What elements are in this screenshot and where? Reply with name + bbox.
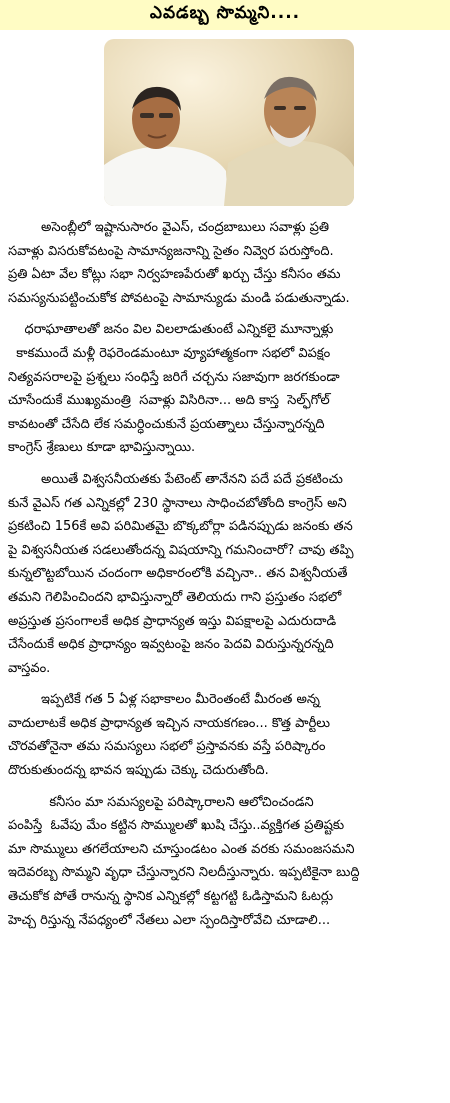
text-line: సమస్యనుపట్టించుకోక పోవటంపై సామాన్యుడు మండి పడుతున్నాడు. — [8, 290, 350, 306]
article-paragraph — [8, 791, 444, 933]
article-paragraph — [8, 216, 444, 310]
text-line: ప్రకటించి 156కే అవి పరిమితమై బొక్కబోర్లా పడినప్పుడు జనంకు తన — [8, 519, 353, 535]
text-line: కాంగ్రెస్ శ్రేణులు కూడా భావిస్తున్నాయి. — [8, 440, 196, 456]
text-line: చొరవతోనైనా తమ సమస్యలు సభలో ప్రస్తావనకు వస్తే పరిష్కారం — [8, 739, 326, 755]
text-line: తెచుకోక పోతే రానున్న స్థానిక ఎన్నికల్లో కట్టగట్టి ఓడిస్తామని ఓటర్లు — [8, 889, 334, 905]
text-line: ఇదెవరబ్బ సొమ్మని వృధా చేస్తున్నారని నిలదీస్తున్నారు. ఇప్పటికైనా బుద్ది — [8, 865, 360, 881]
text-line: పై విశ్వసనీయత సడలుతోందన్న విషయాన్ని గమనించారో? చావు తప్పి — [8, 542, 354, 558]
text-line: చేసేందుకే అధిక ప్రాధాన్యం ఇవ్వటంపై జనం పెదవి విరుస్తున్నరన్నది — [8, 637, 334, 653]
photo-illustration — [104, 39, 354, 206]
text-line: హెచ్చ రిస్తున్న నేపధ్యంలో నేతలు ఎలా స్పందిస్తారోవేచి చూడాలి... — [8, 912, 331, 928]
text-line: నిత్యవసరాలపై ప్రశ్నలు సంధిస్తే జరిగే చర్చను సజావుగా జరగకుండా — [8, 369, 340, 385]
text-line: కాకముందే మళ్లీ రెఫరెండమంటూ వ్యూహాత్మకంగా సభలో విపక్షం — [8, 345, 331, 361]
text-line: అయితే విశ్వసనీయతకు పేటెంట్ తానేనని పదే పదే ప్రకటించు — [8, 471, 343, 487]
text-line: కున్నలొట్టబోయిన చందంగా అధికారంలోకి వచ్చినా.. తన విశ్వనీయతే — [8, 566, 348, 582]
text-line: మా సొమ్ములు తగలేయాలని చూస్తుండటం ఎంత వరకు సమంజసమని — [8, 841, 355, 857]
text-line: తమని గెలిపించిందని భావిస్తున్నారో తెలియదు గాని ప్రస్తుతం సభలో — [8, 589, 342, 605]
text-line: పంపిస్తే ఓవేపు మేం కట్టిన సొమ్ములతో ఖుషి చేస్తు..వ్యక్తిగత ప్రతిష్టకు — [8, 818, 345, 834]
text-line: దొరుకుతుందన్న భావన ఇప్పుడు చెక్కు చెదురుతోంది. — [8, 763, 269, 779]
text-line: అసెంబ్లీలో ఇష్టానుసారం వైఎస్, చంద్రబాబులు సవాళ్లు ప్రతి — [8, 220, 330, 235]
text-line: వాస్తవం. — [8, 660, 51, 676]
text-line: సవాళ్లు విసరుకోవటంపై సామాన్యజనాన్ని సైతం నివ్వెర పరుస్తోంది. — [8, 243, 334, 259]
text-line: ఇప్పటికే గత 5 ఏళ్ల సభాకాలం మీరెంతంటే మీరంత అన్న — [8, 692, 320, 708]
text-line: కునే వైఎస్ గత ఎన్నికల్లో 230 స్థానాలు సాధించబోతోంది కాంగ్రెస్ అని — [8, 495, 347, 511]
text-line: చూసేందుకే ముఖ్యమంత్రి సవాళ్లు విసిరినా... అది కాస్త సెల్ఫ్‌గోల్ — [8, 393, 330, 409]
text-line: అప్రస్తుత ప్రసంగాలకే అధిక ప్రాధాన్యత ఇస్తు విపక్షాలపై ఎదురుదాడి — [8, 613, 337, 629]
article-paragraph — [8, 688, 444, 782]
article-paragraph — [8, 468, 444, 680]
article-photo — [104, 39, 354, 206]
paragraph-gap — [8, 680, 444, 688]
article-body — [8, 216, 444, 932]
paragraph-gap — [8, 460, 444, 468]
paragraph-gap — [8, 783, 444, 791]
article-headline: ఎవడబ్బ సొమ్మని.... — [0, 0, 450, 30]
article-paragraph — [8, 318, 444, 460]
text-line: వాదులాటకే అధిక ప్రాధాన్యత ఇచ్చిన నాయకగణం... కొత్త పార్టీలు — [8, 715, 331, 731]
text-line: కనీసం మా సమస్యలపై పరిష్కారాలని ఆలోచించండని — [8, 794, 314, 810]
text-line: ప్రతి ఏటా వేల కోట్లు సభా నిర్వహణపేరుతో ఖర్చు చేస్తు కనీసం తమ — [8, 267, 341, 283]
paragraph-gap — [8, 310, 444, 318]
text-line: ధరాఘాతాలతో జనం విల విలలాడుతుంటే ఎన్నికలై మూన్నాళ్లు — [8, 322, 334, 338]
text-line: కావటంతో చేసేది లేక సమర్ధించుకునే ప్రయత్నాలు చేస్తున్నారన్నది — [8, 416, 325, 432]
